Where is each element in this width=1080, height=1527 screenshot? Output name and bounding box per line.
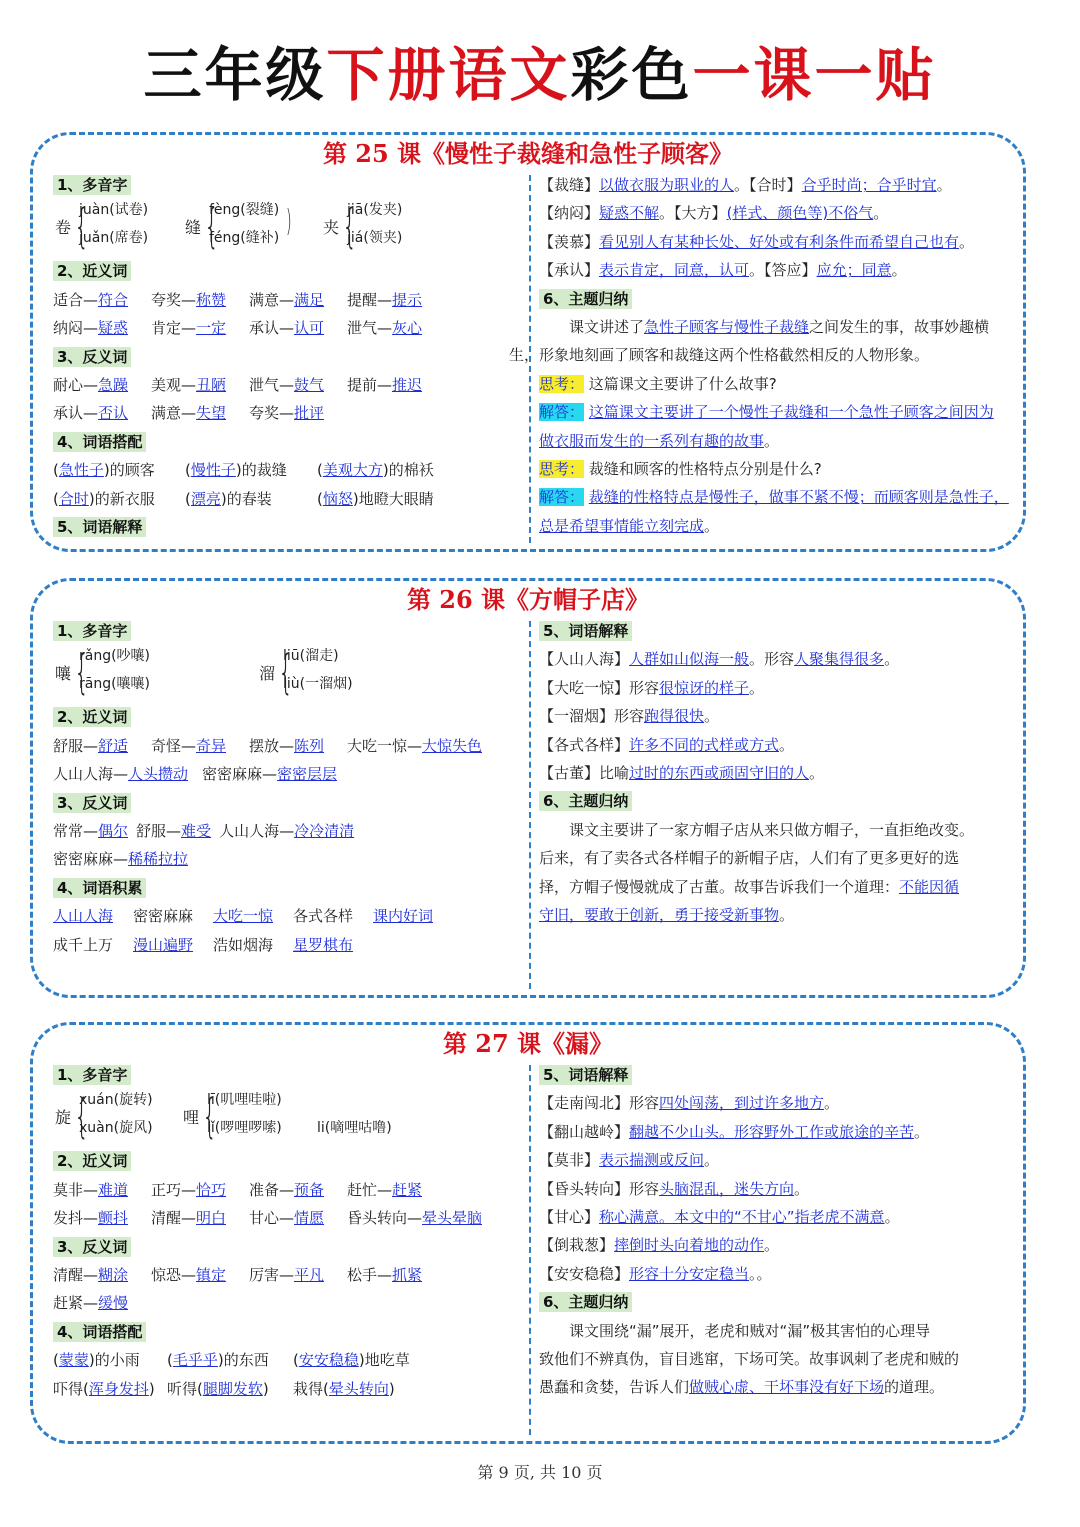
lesson-25-card <box>30 132 1026 552</box>
word-row: 赶紧—缓慢 <box>53 1294 129 1313</box>
lesson-26-card <box>30 578 1026 998</box>
definition-row: 【翻山越岭】翻越不少山头。形容野外工作或旅途的辛苦。 <box>539 1122 930 1141</box>
section-heading: 4、词语搭配 <box>53 1318 523 1346</box>
section-heading: 2、近义词 <box>53 257 523 285</box>
lesson-title: 第 27 课《漏》 <box>442 1029 614 1058</box>
word-row: 耐心—急躁 美观—丑陋 泄气—鼓气 提前—推迟 <box>53 375 423 394</box>
page-footer: 第 9 页, 共 10 页 <box>477 1463 603 1482</box>
section-heading: 4、词语积累 <box>53 874 523 902</box>
think-label: 思考： <box>539 459 585 478</box>
section-heading: 1、多音字 <box>53 1061 523 1089</box>
theme-line: 择，方帽子慢慢就成了古董。故事告诉我们一个道理：不能因循 <box>539 877 960 896</box>
word-row: 常常—偶尔 舒服—难受 人山人海—冷冷清清 <box>53 821 355 840</box>
word-row: 发抖—颤抖 清醒—明白 甘心—情愿 昏头转向—晕头晕脑 <box>53 1209 483 1228</box>
theme-paragraph: 课文讲述了急性子顾客与慢性子裁缝之间发生的事，故事妙趣横 生，形象地刻画了顾客和裁缝这两个性格截然相反的人物形象。 <box>509 317 990 365</box>
definition-row: 【走南闯北】形容四处闯荡，到过许多地方。 <box>539 1094 840 1113</box>
section-heading: 6、主题归纳 <box>539 285 1011 313</box>
polyphone-row: 卷 { juàn(试卷) juǎn(席卷) 缝 { fèng(裂缝) féng(缝补) ) 夹 { jiā(发夹) jiá(领夹) <box>55 199 403 254</box>
section-heading: 5、词语解释 <box>539 1061 1011 1089</box>
answer-row: 解答： 这篇课文主要讲了一个慢性子裁缝和一个急性子顾客之间因为 <box>539 403 994 422</box>
right-column <box>509 171 1011 540</box>
section-heading: 3、反义词 <box>53 343 523 371</box>
section-heading: 3、反义词 <box>53 789 523 817</box>
polyphone-row: 嚷 { rǎng(吵嚷) rāng(嚷嚷) 溜 { liū(溜走) liù(一溜烟) <box>55 645 353 700</box>
word-row: 适合—符合 夸奖—称赞 满意—满足 提醒—提示 <box>53 290 423 309</box>
lesson-27-card <box>30 1022 1026 1444</box>
definition-row: 【莫非】表示揣测或反问。 <box>539 1151 720 1170</box>
lesson-title: 第 25 课《慢性子裁缝和急性子顾客》 <box>322 139 734 168</box>
section-heading: 5、词语解释 <box>539 617 1011 645</box>
word-row: 清醒—糊涂 惊恐—镇定 厉害—平凡 松手—抓紧 <box>53 1265 423 1284</box>
theme-line: 课文围绕“漏”展开，老虎和贼对“漏”极其害怕的心理导 <box>569 1321 931 1340</box>
definition-row: 【人山人海】人群如山似海一般。形容人聚集得很多。 <box>539 650 900 669</box>
theme-line: 课文主要讲了一家方帽子店从来只做方帽子，一直拒绝改变。 <box>569 820 975 839</box>
word-row: (急性子)的顾客 (慢性子)的裁缝 (美观大方)的棉袄 <box>53 461 434 480</box>
right-column <box>539 617 1011 929</box>
word-row: (合时)的新衣服 (漂亮)的春装 (恼怒)地瞪大眼睛 <box>53 489 434 508</box>
answer-label: 解答： <box>539 488 585 507</box>
definition-row: 【甘心】称心满意。本文中的“不甘心”指老虎不满意。 <box>539 1207 900 1226</box>
definition-row: 【纳闷】疑惑不解。【大方】(样式、颜色等)不俗气。 <box>539 204 889 223</box>
word-row: 人山人海—人头攒动 密密麻麻—密密层层 <box>53 765 338 784</box>
definition-row: 【羡慕】看见别人有某种长处、好处或有利条件而希望自己也有。 <box>539 232 975 251</box>
word-row: 纳闷—疑惑 肯定—一定 承认—认可 泄气—灰心 <box>53 319 423 338</box>
word-row: 莫非—难道 正巧—恰巧 准备—预备 赶忙—赶紧 <box>53 1180 423 1199</box>
polyphone-row: 旋 { xuán(旋转) xuàn(旋风) 哩 { lī(叽哩哇啦) lǐ(啰哩啰嗦) li(嘀哩咕噜) <box>53 1089 523 1147</box>
answer-row: 解答： 裁缝的性格特点是慢性子，做事不紧不慢；而顾客则是急性子， <box>539 488 1009 507</box>
lesson-title: 第 26 课《方帽子店》 <box>406 585 650 614</box>
section-heading: 2、近义词 <box>53 1147 523 1175</box>
word-row: 成千上万 漫山遍野 浩如烟海 星罗棋布 <box>53 935 354 954</box>
column-divider <box>529 621 531 989</box>
word-row: (蒙蒙)的小雨 (毛乎乎)的东西 (安安稳稳)地吃草 <box>53 1351 410 1370</box>
right-column <box>539 1061 1011 1402</box>
column-divider <box>529 1065 531 1435</box>
page-title: 三年级下册语文彩色一课一贴 <box>143 41 937 109</box>
word-row: 密密麻麻—稀稀拉拉 <box>53 850 189 869</box>
section-heading: 1、多音字 <box>53 171 523 199</box>
section-heading: 5、词语解释 <box>53 513 523 541</box>
definition-row: 【各式各样】许多不同的式样或方式。 <box>539 735 795 754</box>
theme-line: 致他们不辨真伪，盲目逃窜，下场可笑。故事讽刺了老虎和贼的 <box>539 1349 960 1368</box>
section-heading: 3、反义词 <box>53 1233 523 1261</box>
definition-row: 【大吃一惊】形容很惊讶的样子。 <box>539 678 765 697</box>
section-heading: 4、词语搭配 <box>53 428 523 456</box>
think-label: 思考： <box>539 374 585 393</box>
word-row: 舒服—舒适 奇怪—奇异 摆放—陈列 大吃一惊—大惊失色 <box>53 736 483 755</box>
theme-line: 后来，有了卖各式各样帽子的新帽子店，人们有了更多更好的选 <box>539 849 960 868</box>
section-heading: 6、主题归纳 <box>539 1288 1011 1316</box>
definition-row: 【承认】表示肯定，同意，认可。【答应】应允；同意。 <box>539 261 907 280</box>
word-row: 吓得(浑身发抖) 听得(腿脚发软) 栽得(晕头转向) <box>53 1379 395 1398</box>
word-row: 承认—否认 满意—失望 夸奖—批评 <box>53 404 325 423</box>
theme-line: 愚蠢和贪婪，告诉人们做贼心虚、干坏事没有好下场的道理。 <box>539 1378 945 1397</box>
question-row: 思考： 裁缝和顾客的性格特点分别是什么? <box>539 459 822 478</box>
question-row: 思考： 这篇课文主要讲了什么故事? <box>539 374 777 393</box>
definition-row: 【昏头转向】形容头脑混乱，迷失方向。 <box>539 1179 810 1198</box>
section-heading: 2、近义词 <box>53 703 523 731</box>
left-column <box>53 171 523 541</box>
polyphone-item: 哩 { lī(叽哩哇啦) lǐ(啰哩啰嗦) li(嘀哩咕噜) <box>183 1089 392 1144</box>
word-row: 人山人海 密密麻麻 大吃一惊 各式各样 课内好词 <box>53 907 434 926</box>
definition-row: 【裁缝】以做衣服为职业的人。【合时】合乎时尚；合乎时宜。 <box>539 176 952 194</box>
definition-row: 【古董】比喻过时的东西或顽固守旧的人。 <box>539 763 825 782</box>
answer-label: 解答： <box>539 403 585 422</box>
answer-row: 总是希望事情能立刻完成。 <box>539 516 720 535</box>
section-heading: 1、多音字 <box>53 617 523 645</box>
theme-line: 守旧，要敢于创新，勇于接受新事物。 <box>539 905 795 924</box>
left-column <box>53 617 523 959</box>
section-heading: 6、主题归纳 <box>539 787 1011 815</box>
definition-row: 【安安稳稳】形容十分安定稳当。。 <box>539 1264 772 1283</box>
definition-row: 【倒栽葱】摔倒时头向着地的动作。 <box>539 1236 780 1255</box>
answer-row: 做衣服而发生的一系列有趣的故事。 <box>539 431 780 450</box>
left-column <box>53 1061 523 1403</box>
definition-row: 【一溜烟】形容跑得很快。 <box>539 707 720 726</box>
